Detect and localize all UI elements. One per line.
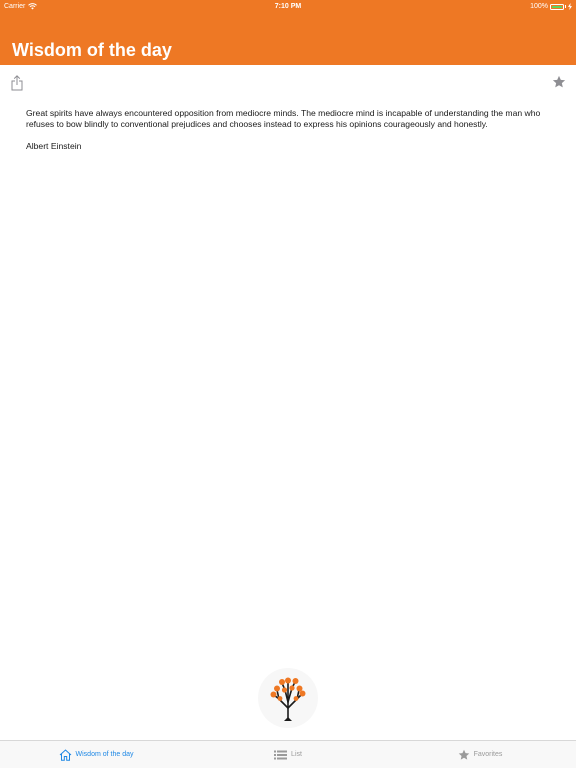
battery-icon [550,4,564,10]
share-icon[interactable] [10,75,24,91]
tab-label: Wisdom of the day [75,751,134,758]
quote-author: Albert Einstein [26,141,82,151]
header [0,0,576,65]
tab-label: List [291,751,302,758]
home-icon [59,749,72,761]
status-bar [0,0,576,13]
tab-list[interactable] [192,741,384,768]
status-time: 7:10 PM [274,3,302,10]
battery-percent: 100% [530,3,548,10]
favorite-star-icon[interactable] [552,75,566,89]
list-icon [274,750,287,760]
tab-bar [0,740,576,768]
page-title: Wisdom of the day [12,40,172,60]
charging-icon [568,3,572,10]
quote-block [26,108,546,152]
tab-label: Favorites [473,751,503,758]
battery-tip [565,5,566,8]
tree-logo [258,668,318,728]
carrier-label: Carrier [4,3,26,10]
battery-fill [552,6,562,8]
quote-text: Great spirits have always encountered opposition from mediocre minds. The mediocre mind is incapable of understanding the man who refuses to bow blindly to conventional prejudices and chooses instead to express his opinions courageously and honestly. [26,108,541,129]
tab-favorites[interactable] [384,741,576,768]
tree-icon [258,668,318,728]
star-icon [458,749,470,761]
tab-wisdom-of-the-day[interactable] [0,741,192,768]
status-right [530,0,572,13]
